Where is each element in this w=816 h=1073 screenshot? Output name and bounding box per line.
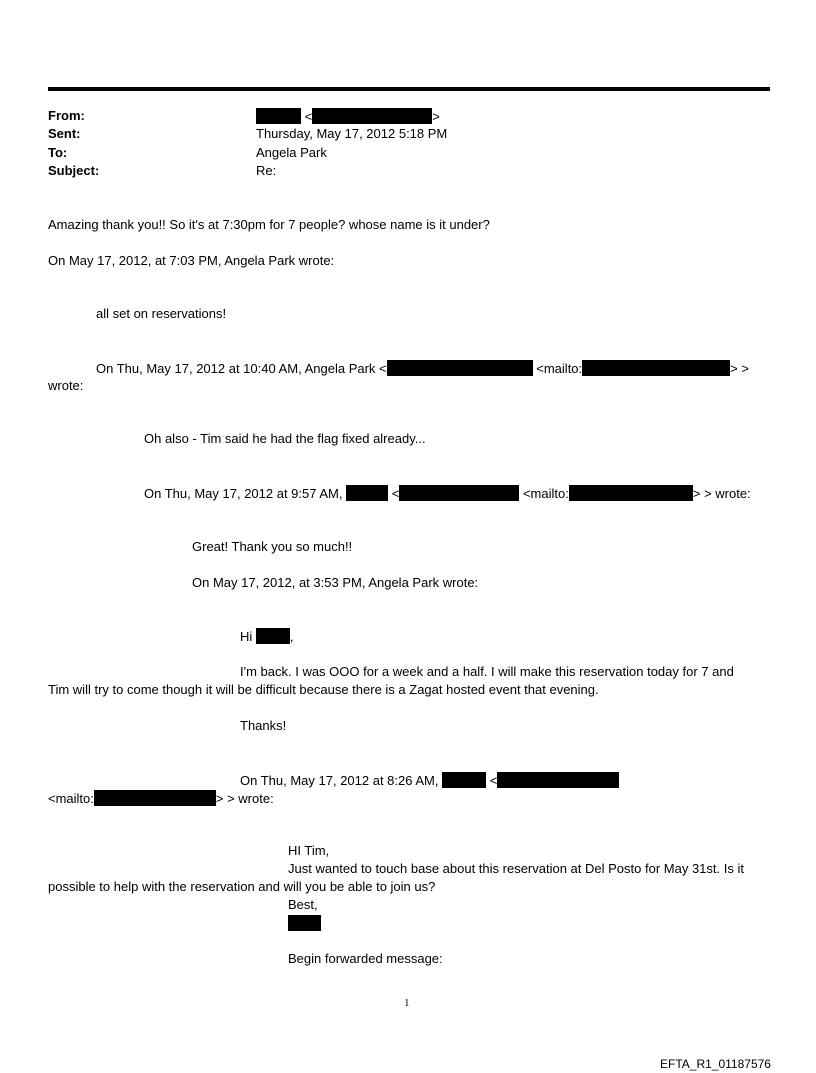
header-rule [48, 87, 770, 91]
quote4-hi: Hi [240, 629, 253, 644]
quote5-mailto: <mailto: [48, 791, 94, 806]
quote5-signature [288, 915, 321, 932]
quote2-attrib-start: On Thu, May 17, 2012 at 10:40 AM, Angela Park < [96, 361, 387, 376]
quote4-para-line1: I'm back. I was OOO for a week and a half. I will make this reservation today for 7 and [240, 664, 734, 679]
redacted-email [387, 360, 533, 376]
subject-value: Re: [256, 163, 277, 178]
quote5-line2: possible to help with the reservation and will you be able to join us? [48, 879, 436, 894]
quote1-text: all set on reservations! [96, 306, 227, 321]
bates-number: EFTA_R1_01187576 [660, 1057, 771, 1071]
redacted-name [442, 772, 486, 788]
quote5-end: > > wrote: [215, 791, 274, 806]
forwarded-label: Begin forwarded message: [288, 951, 443, 966]
redacted-name [256, 108, 301, 124]
redacted-email [94, 790, 216, 806]
from-lt: < [304, 109, 313, 124]
quote4-attribution: On May 17, 2012, at 3:53 PM, Angela Park wrote: [192, 575, 479, 590]
sent-value: Thursday, May 17, 2012 5:18 PM [256, 126, 448, 141]
redacted-email [582, 360, 730, 376]
reply-line: Amazing thank you!! So it's at 7:30pm for 7 people? whose name is it under? [48, 217, 490, 232]
redacted-email [312, 108, 432, 124]
quote5-lt: < [489, 773, 498, 788]
quote4-greeting [240, 628, 294, 645]
quote3-text: Great! Thank you so much!! [192, 539, 353, 554]
quote3-end: > > wrote: [692, 486, 751, 501]
quote5-line1: Just wanted to touch base about this reservation at Del Posto for May 31st. Is it [288, 861, 744, 876]
quote5-attribution [240, 772, 619, 789]
quote3-attribution [144, 485, 751, 502]
to-label: To: [48, 145, 68, 160]
page-number: 1 [404, 997, 410, 1009]
redacted-email [399, 485, 519, 501]
redacted-name [288, 915, 321, 931]
from-label: From: [48, 108, 85, 123]
quote3-mailto: <mailto: [522, 486, 569, 501]
redacted-name [256, 628, 290, 644]
quote5-best: Best, [288, 897, 318, 912]
quote4-comma: , [289, 629, 294, 644]
subject-label: Subject: [48, 163, 100, 178]
redacted-email [569, 485, 693, 501]
from-value [256, 108, 440, 125]
redacted-name [346, 485, 388, 501]
quote2-text: Oh also - Tim said he had the flag fixed already... [144, 431, 426, 446]
quote5-attrib-start: On Thu, May 17, 2012 at 8:26 AM, [240, 773, 439, 788]
from-gt: > [432, 109, 440, 124]
quote5-greeting: HI Tim, [288, 843, 330, 858]
quote2-wrote: wrote: [48, 378, 84, 393]
redacted-email [497, 772, 619, 788]
quote3-lt: < [391, 486, 400, 501]
quote4-thanks: Thanks! [240, 718, 287, 733]
quote4-para-line2: Tim will try to come though it will be difficult because there is a Zagat hosted event that evening. [48, 682, 599, 697]
sent-label: Sent: [48, 126, 81, 141]
quote2-end: > > [730, 361, 749, 376]
quote3-attrib-start: On Thu, May 17, 2012 at 9:57 AM, [144, 486, 343, 501]
quote2-mailto: <mailto: [536, 361, 583, 376]
quote5-mailto-line [48, 790, 274, 807]
quote1-attribution: On May 17, 2012, at 7:03 PM, Angela Park wrote: [48, 253, 335, 268]
to-value: Angela Park [256, 145, 327, 160]
quote2-attribution [96, 360, 749, 377]
